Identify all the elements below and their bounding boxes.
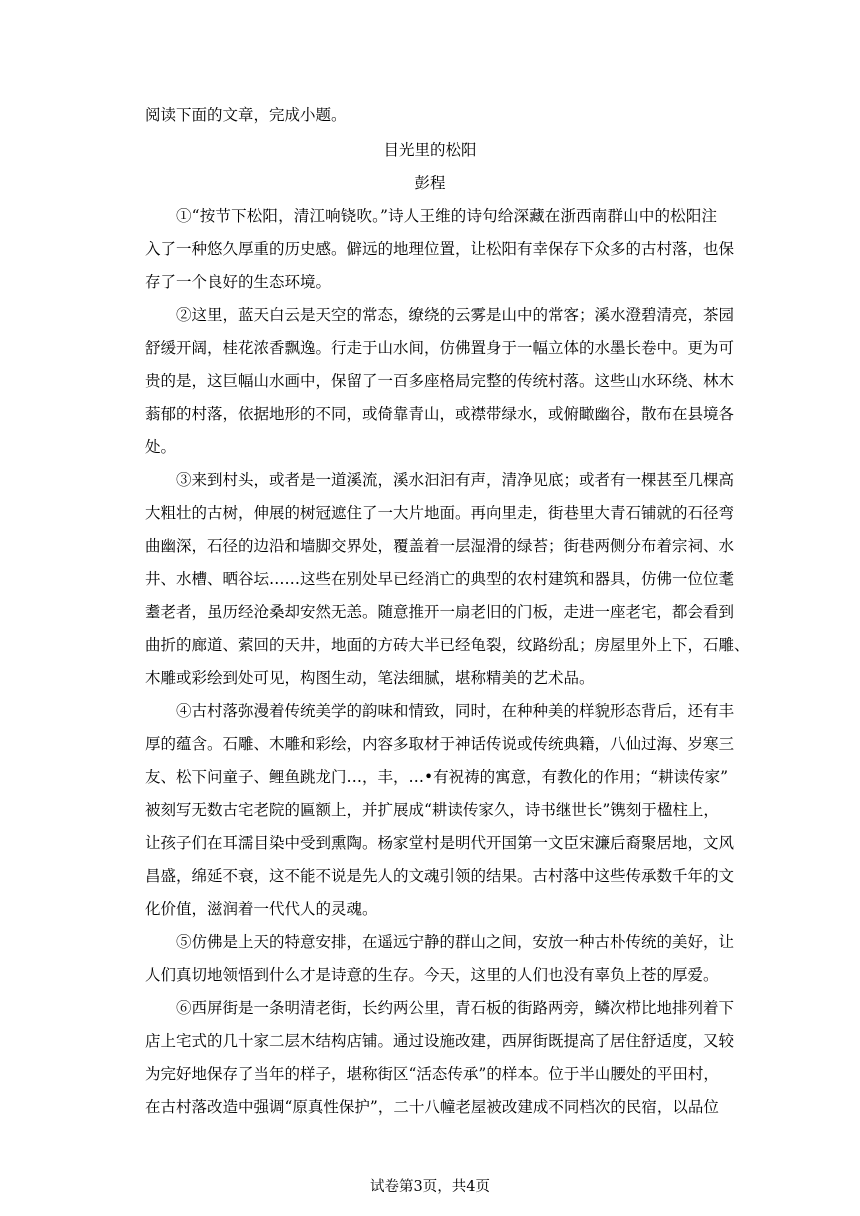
paragraph-line: 昌盛，绵延不衰，这不能不说是先人的文魂引领的结果。古村落中这些传承数千年的文 [145,867,735,885]
paragraph-line: 井、水槽、晒谷坛……这些在别处早已经消亡的典型的农村建筑和器具，仿佛一位位耄 [145,570,735,588]
paragraph-line: 木雕或彩绘到处可见，构图生动，笔法细腻，堪称精美的艺术品。 [145,669,595,687]
article-paragraph [145,468,750,690]
article-paragraph [145,204,735,294]
paragraph-line: 入了一种悠久厚重的历史感。僻远的地理位置，让松阳有幸保存下众多的古村落，也保 [145,240,735,258]
paragraph-line: 曲折的廊道、萦回的天井，地面的方砖大半已经龟裂，纹路纷乱；房屋里外上下，石雕、 [145,636,750,654]
article-paragraph [145,303,735,459]
paragraph-line: ①“按节下松阳，清江响铙吹。”诗人王维的诗句给深藏在浙西南群山中的松阳注 [176,207,717,225]
paragraph-line: 贵的是，这巨幅山水画中，保留了一百多座格局完整的传统村落。这些山水环绕、林木 [145,372,735,390]
paragraph-line: 在古村落改造中强调“原真性保护”，二十八幢老屋被改建成不同档次的民宿，以品位 [145,1098,719,1116]
article-paragraph [145,996,735,1119]
paragraph-line: 被刻写无数古宅老院的匾额上，并扩展成“耕读传家久，诗书继世长”镌刻于楹柱上， [145,801,719,819]
paragraph-line: 友、松下问童子、鲤鱼跳龙门…，丰，…•有祝祷的寓意，有教化的作用；“耕读传家” [145,768,728,786]
page-footer: 试卷第3页，共4页 [370,1179,490,1195]
paragraph-line: ③来到村头，或者是一道溪流，溪水汩汩有声，清净见底；或者有一棵甚至几棵高 [176,471,735,489]
paragraph-line: 存了一个良好的生态环境。 [145,273,332,291]
paragraph-line: 厚的蕴含。石雕、木雕和彩绘，内容多取材于神话传说或传统典籍，八仙过海、岁寒三 [145,735,735,753]
paragraph-line: 为完好地保存了当年的样子，堪称街区“活态传承”的样本。位于半山腰处的平田村， [145,1065,719,1083]
paragraph-line: 耋老者，虽历经沧桑却安然无恙。随意推开一扇老旧的门板，走进一座老宅，都会看到 [145,603,735,621]
paragraph-line: 蓊郁的村落，依据地形的不同，或倚靠青山，或襟带绿水，或俯瞰幽谷，散布在县境各 [145,405,735,423]
article-author: 彭程 [414,174,446,192]
paragraph-line: ⑤仿佛是上天的特意安排，在遥远宁静的群山之间，安放一种古朴传统的美好，让 [176,933,735,951]
paragraph-line: 舒缓开阔，桂花浓香飘逸。行走于山水间，仿佛置身于一幅立体的水墨长卷中。更为可 [145,339,735,357]
question-instruction: 阅读下面的文章，完成小题。 [145,106,347,124]
article-body [145,204,750,1128]
article-title: 目光里的松阳 [383,141,477,159]
paragraph-line: 曲幽深，石径的边沿和墙脚交界处，覆盖着一层湿滑的绿苔；街巷两侧分布着宗祠、水 [145,537,735,555]
article-paragraph [145,930,735,987]
paragraph-line: 大粗壮的古树，伸展的树冠遮住了一大片地面。再向里走，街巷里大青石铺就的石径弯 [145,504,735,522]
paragraph-line: ⑥西屏街是一条明清老街，长约两公里，青石板的街路两旁，鳞次栉比地排列着下 [176,999,735,1017]
paragraph-line: 人们真切地领悟到什么才是诗意的生存。今天，这里的人们也没有辜负上苍的厚爱。 [145,966,719,984]
paragraph-line: ④古村落弥漫着传统美学的韵味和情致，同时，在种种美的样貌形态背后，还有丰 [176,702,735,720]
paragraph-line: 店上宅式的几十家二层木结构店铺。通过设施改建，西屏街既提高了居住舒适度，又较 [145,1032,735,1050]
paragraph-line: ②这里，蓝天白云是天空的常态，缭绕的云雾是山中的常客；溪水澄碧清亮，茶园 [176,306,735,324]
paragraph-line: 处。 [145,438,177,456]
paragraph-line: 化价值，滋润着一代代人的灵魂。 [145,900,378,918]
article-paragraph [145,699,735,921]
paragraph-line: 让孩子们在耳濡目染中受到熏陶。杨家堂村是明代开国第一文臣宋濂后裔聚居地，文风 [145,834,735,852]
